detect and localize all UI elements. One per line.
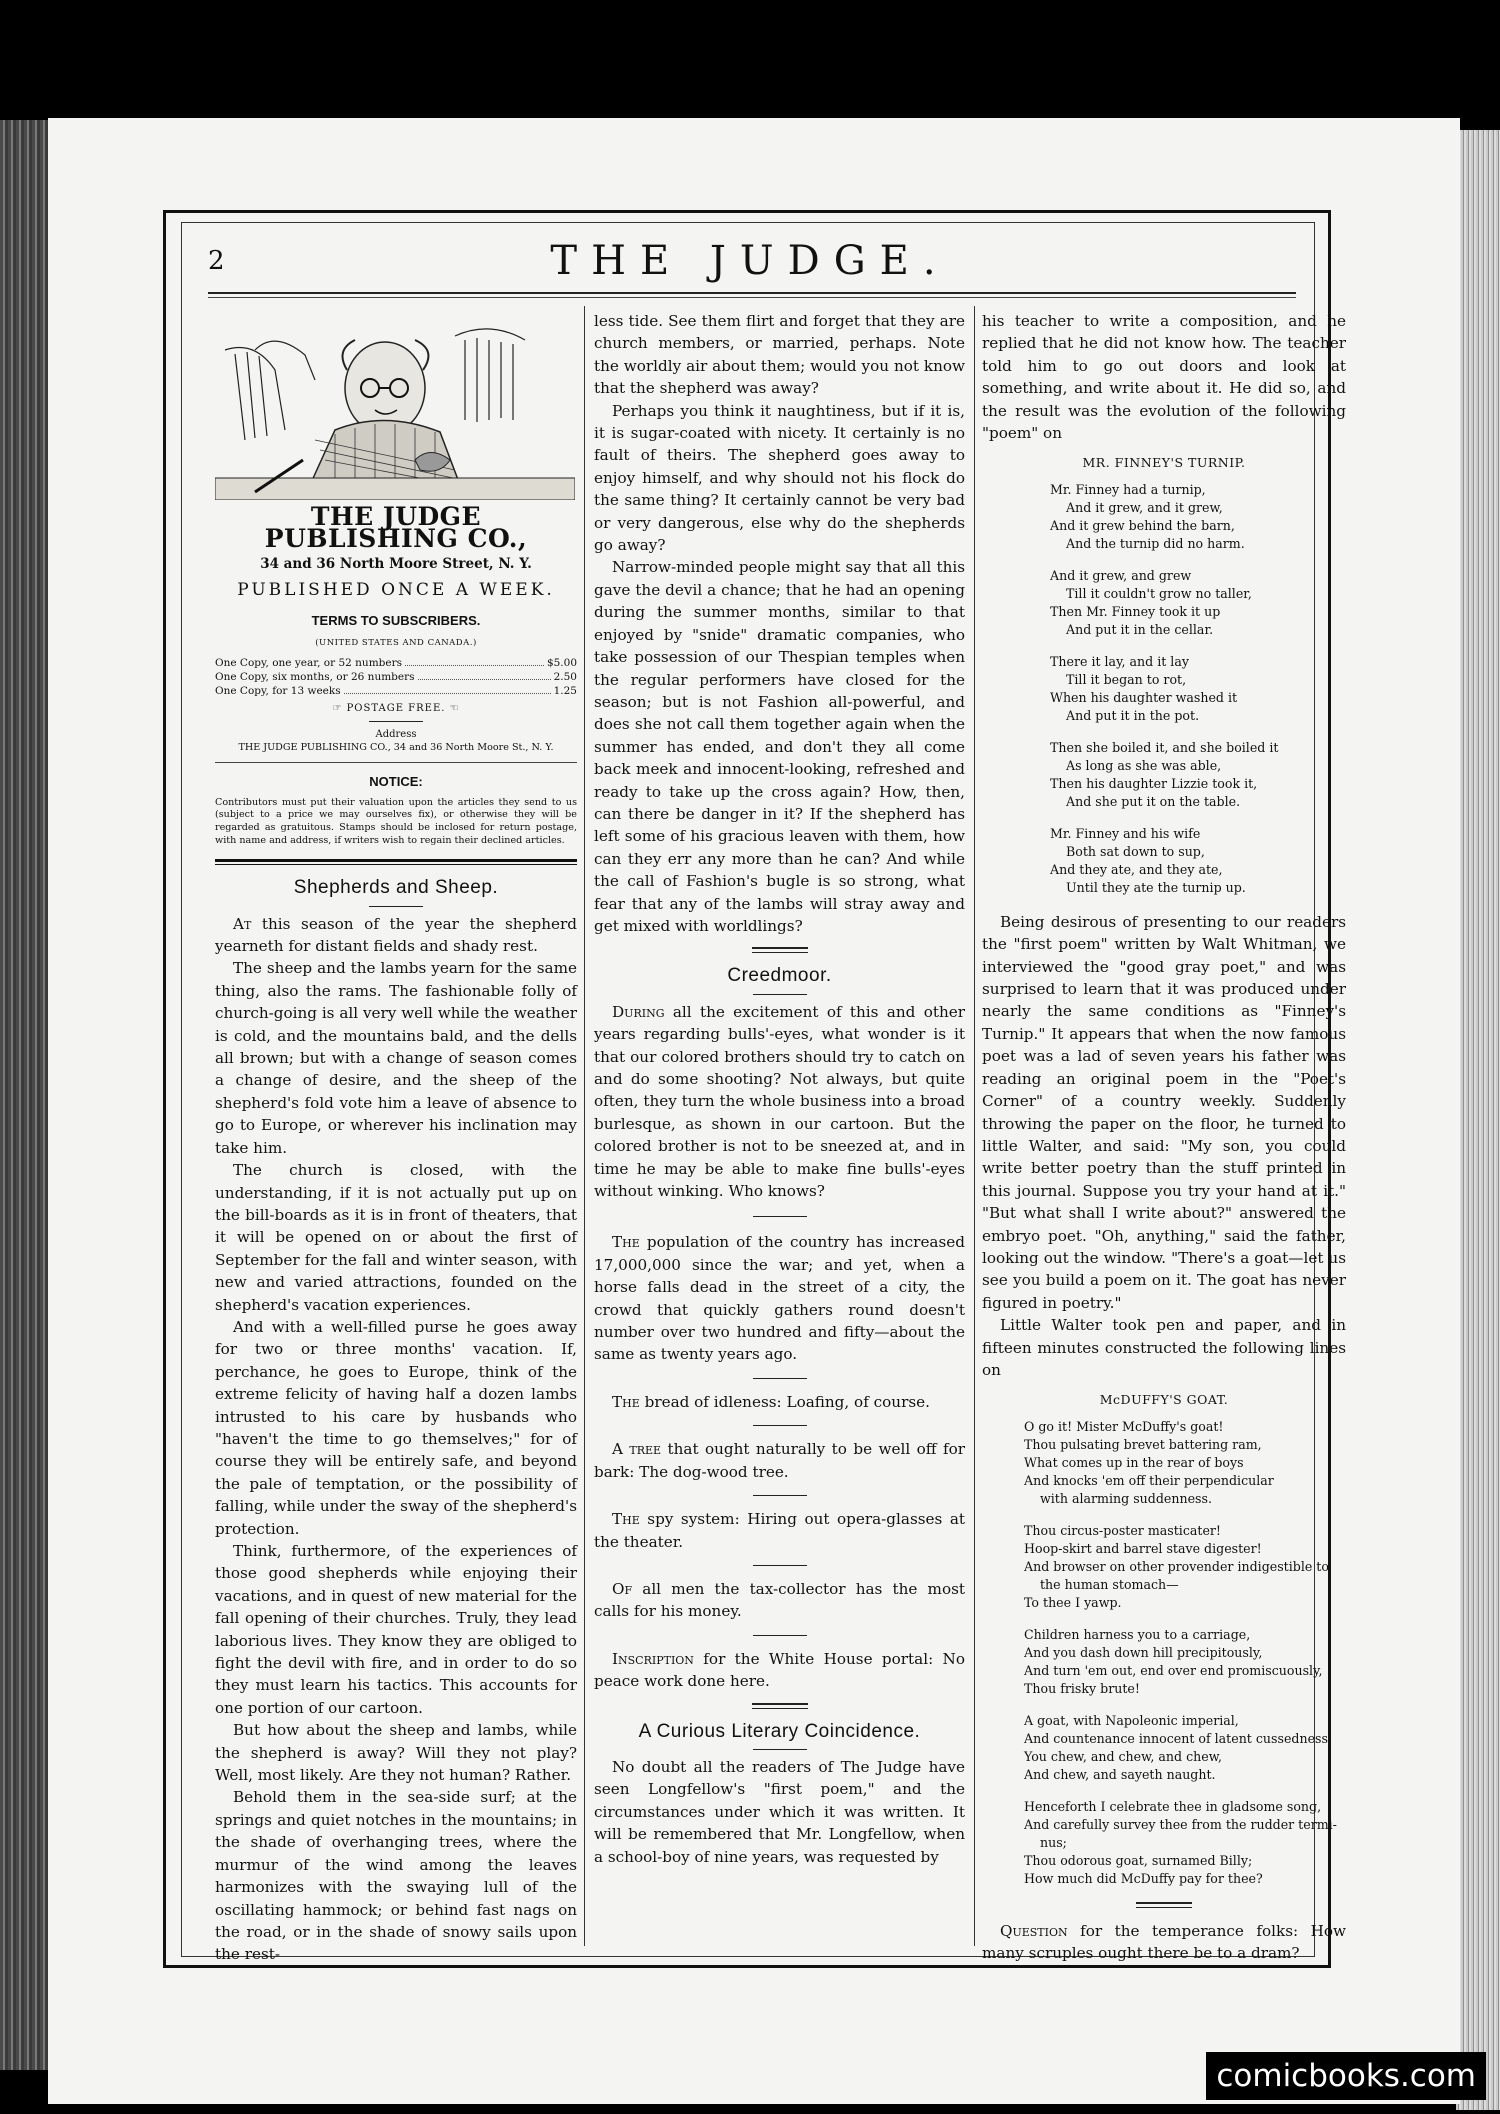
article-paragraph: Little Walter took pen and paper, and in fifteen minutes constructed the following lines on xyxy=(982,1316,1346,1379)
poem-title: MR. FINNEY'S TURNIP. xyxy=(1082,455,1246,471)
poem-line: You chew, and chew, and chew, xyxy=(1024,1748,1223,1764)
poem-line: Thou pulsating brevet battering ram, xyxy=(1024,1436,1262,1452)
column-1 xyxy=(215,310,577,1966)
poem-line: And turn 'em out, end over end promiscuously, xyxy=(1024,1662,1323,1678)
article-paragraph: At this season of the year the shepherd yearneth for distant fields and shady rest. xyxy=(215,914,577,956)
poem-line: nus; xyxy=(1040,1834,1067,1850)
terms-label: One Copy, six months, or 26 numbers xyxy=(215,671,415,684)
poem-stanza xyxy=(1024,1712,1346,1784)
poem-line: And the turnip did no harm. xyxy=(1066,535,1245,551)
masthead-rule xyxy=(208,292,1296,294)
article-paragraph: Of all men the tax-collector has the most calls for his money. xyxy=(594,1579,965,1621)
poem-stanza xyxy=(1024,1798,1346,1888)
poem-line: Both sat down to sup, xyxy=(1066,843,1205,859)
publication-frequency: PUBLISHED ONCE A WEEK. xyxy=(237,580,555,601)
article-heading: Shepherds and Sheep. xyxy=(293,877,499,899)
poem-line: And carefully survey thee from the rudder termi- xyxy=(1024,1816,1337,1832)
poem-line: A goat, with Napoleonic imperial, xyxy=(1024,1712,1239,1728)
publisher-address: 34 and 36 North Moore Street, N. Y. xyxy=(260,555,532,572)
terms-label: One Copy, one year, or 52 numbers xyxy=(215,657,402,670)
poem-line: And it grew, and it grew, xyxy=(1066,499,1223,515)
section-rule xyxy=(752,1703,808,1709)
terms-price: 2.50 xyxy=(553,671,577,684)
poem-title: McDUFFY'S GOAT. xyxy=(1099,1392,1229,1408)
poem-line: And it grew, and grew xyxy=(1050,567,1192,583)
poem-line: And they ate, and they ate, xyxy=(1050,861,1223,877)
poem-line: And countenance innocent of latent cussedness, xyxy=(1024,1730,1332,1746)
poem-mcduffys-goat xyxy=(982,1418,1346,1888)
divider xyxy=(753,1378,807,1379)
notice-heading: NOTICE: xyxy=(369,774,423,790)
watermark: comicbooks.com xyxy=(1206,2052,1486,2100)
poem-line: with alarming suddenness. xyxy=(1040,1490,1212,1506)
poem-line: Hoop-skirt and barrel stave digester! xyxy=(1024,1540,1262,1556)
poem-line: the human stomach— xyxy=(1040,1576,1179,1592)
poem-line: And chew, and sayeth naught. xyxy=(1024,1766,1216,1782)
poem-line: Children harness you to a carriage, xyxy=(1024,1626,1251,1642)
poem-line: Then his daughter Lizzie took it, xyxy=(1050,775,1258,791)
article-paragraph: And with a well-filled purse he goes away for two or three months' vacation. If, perchance, he goes to Europe, think of the extreme felicity of having half a dozen lambs intrusted to his care by husbands who "haven't the time to go themselves;" for of course they will be entirely safe, and beyond the pale of temptation, or the possibility of falling, while under the sway of the shepherd's protection. xyxy=(215,1317,577,1538)
article-paragraph: The spy system: Hiring out opera-glasses at the theater. xyxy=(594,1510,965,1551)
article-paragraph: No doubt all the readers of The Judge have seen Longfellow's "first poem," and the circumstances under which it was written. It will be remembered that Mr. Longfellow, when a school-boy of nine years, was requested by xyxy=(594,1757,965,1866)
poem-line: How much did McDuffy pay for thee? xyxy=(1024,1870,1263,1886)
divider xyxy=(753,1425,807,1426)
address-full: THE JUDGE PUBLISHING CO., 34 and 36 North Moore St., N. Y. xyxy=(238,742,554,754)
poem-line: Till it couldn't grow no taller, xyxy=(1066,585,1252,601)
article-paragraph: But how about the sheep and lambs, while the shepherd is away? Will they not play? Well, most likely. Are they not human? Rather. xyxy=(215,1721,577,1785)
terms-price: $5.00 xyxy=(546,657,577,670)
editor-illustration xyxy=(215,310,575,500)
divider xyxy=(753,1216,807,1217)
article-paragraph: Being desirous of presenting to our readers the "first poem" written by Walt Whitman, we interviewed the "good gray poet," and was surprised to learn that it was produced under nearly the same conditions as "Finney's Turnip." It appears that when the now famous poet was a lad of seven years his father was reading an original poem in the "Poet's Corner" of a country weekly. Suddenly throwing the paper on the floor, he turned to little Walter, and said: "My son, you could write better poetry than the stuff printed in this journal. Suppose you try your hand at it." "But what shall I write about?" answered the embryo poet. "Oh, anything," said the father, looking out the window. "There's a goat—let us see you build a poem on it. The goat has never figured in poetry." xyxy=(982,912,1346,1312)
poem-line: And knocks 'em off their perpendicular xyxy=(1024,1472,1274,1488)
poem-line: And it grew behind the barn, xyxy=(1050,517,1235,533)
article-paragraph: Behold them in the sea-side surf; at the springs and quiet notches in the mountains; in the shade of overhanging trees, where the murmur of the wind among the leaves harmonizes with the swaying lull of the oscillating hammock; or behind fast nags on the road, or in the shade of snowy sails upon the rest- xyxy=(215,1788,577,1964)
article-paragraph: less tide. See them flirt and forget that they are church members, or married, perhaps. Note the worldly air about them; would you not know that the shepherd was away? xyxy=(594,312,965,398)
poem-line: Thou frisky brute! xyxy=(1024,1680,1140,1696)
page-number: 2 xyxy=(208,246,225,276)
poem-line: Until they ate the turnip up. xyxy=(1066,879,1246,895)
poem-line: Then Mr. Finney took it up xyxy=(1050,603,1221,619)
book-binding xyxy=(0,120,48,2070)
page-edges xyxy=(1456,130,1500,2110)
divider xyxy=(753,1635,807,1636)
terms-heading: TERMS TO SUBSCRIBERS. xyxy=(311,612,481,628)
poem-stanza xyxy=(1024,1418,1346,1508)
divider xyxy=(753,994,807,995)
poem-line: What comes up in the rear of boys xyxy=(1024,1454,1244,1470)
article-paragraph: Question for the temperance folks: How many scruples ought there be to a dram? xyxy=(982,1921,1346,1963)
terms-row xyxy=(215,670,577,684)
poem-line: Thou circus-poster masticater! xyxy=(1024,1522,1221,1538)
poem-line: And browser on other provender indigestible to xyxy=(1024,1558,1329,1574)
poem-line: To thee I yawp. xyxy=(1024,1594,1122,1610)
column-separator xyxy=(974,306,975,1946)
article-paragraph: his teacher to write a composition, and he replied that he did not know how. The teacher told him to go out doors and look at something, and write about it. He did so, and the result was the evolution of the following "poem" on xyxy=(982,312,1346,443)
postage-note: ☞ POSTAGE FREE. ☜ xyxy=(332,703,460,715)
poem-line: Then she boiled it, and she boiled it xyxy=(1050,739,1279,755)
section-rule xyxy=(1136,1902,1192,1908)
article-heading: Creedmoor. xyxy=(727,965,832,987)
article-paragraph: Perhaps you think it naughtiness, but if it is, it is sugar-coated with nicety. It certainly is no fault of theirs. The shepherd goes away to enjoy himself, and why should not his flock do the same thing? It certainly cannot be very bad or very dangerous, else why do the shepherds go away? xyxy=(594,401,965,555)
terms-price: 1.25 xyxy=(553,685,577,698)
divider xyxy=(215,762,577,763)
masthead-rule-thin xyxy=(208,297,1296,298)
article-paragraph: A tree that ought naturally to be well off for bark: The dog-wood tree. xyxy=(594,1440,965,1481)
notice-text: Contributors must put their valuation upon the articles they send to us (subject to a price we may ourselves fix), or otherwise they will be regarded as gratuitous. Stamps should be inclosed for return postage, with name and address, if writers wish to regain their declined articles. xyxy=(215,796,577,846)
poem-line: Till it began to rot, xyxy=(1066,671,1187,687)
poem-stanza xyxy=(1050,653,1346,725)
divider xyxy=(369,906,423,907)
divider xyxy=(753,1749,807,1750)
article-paragraph: During all the excitement of this and other years regarding bulls'-eyes, what wonder is it that our colored brothers should try to catch on and do some shooting? Not always, but quite often, they turn the whole business into a broad burlesque, as shown in our cartoon. But the colored brother is not to be sneezed at, and in time he may be able to make fine bulls'-eyes without winking. Who knows? xyxy=(594,1002,965,1201)
poem-line: And put it in the pot. xyxy=(1066,707,1200,723)
terms-label: One Copy, for 13 weeks xyxy=(215,685,341,698)
poem-line: O go it! Mister McDuffy's goat! xyxy=(1024,1418,1224,1434)
article-paragraph: Narrow-minded people might say that all this gave the devil a chance; that he had an opening during the summer months, similar to that enjoyed by "snide" dramatic companies, who take possession of our Thespian temples when the regular performers have closed for the season; but is not Fashion all-powerful, and does she not call them together again when the summer has ended, and don't they all come back meek and innocent-looking, refreshed and ready to take up the cross again? How, then, can there be danger in it? If the shepherd has left some of his gracious leaven with them, how can they err any more than he can? And while the call of Fashion's bugle is so strong, what fear that any of the lambs will stray away and get mixed with worldlings? xyxy=(594,558,965,935)
divider xyxy=(753,1565,807,1566)
divider xyxy=(753,1495,807,1496)
poem-line: And put it in the cellar. xyxy=(1066,621,1214,637)
column-2 xyxy=(594,310,965,1868)
poem-line: As long as she was able, xyxy=(1066,757,1222,773)
editor-engraving-icon xyxy=(215,310,575,500)
poem-line: And you dash down hill precipitously, xyxy=(1024,1644,1263,1660)
article-paragraph: The sheep and the lambs yearn for the same thing, also the rams. The fashionable folly of church-going is all very well while the weather is cold, and the mountains bald, and the dells all brown; but with a change of season comes a change of desire, and the sheep of the shepherd's fold vote him a leave of absence to go to Europe, or wherever his inclination may take him. xyxy=(215,959,577,1157)
article-heading: A Curious Literary Coincidence. xyxy=(638,1720,921,1742)
terms-row xyxy=(215,684,577,698)
column-separator xyxy=(584,306,585,1946)
poem-stanza xyxy=(1050,825,1346,897)
poem-line: Mr. Finney and his wife xyxy=(1050,825,1201,841)
terms-subheading: (UNITED STATES AND CANADA.) xyxy=(315,638,477,649)
section-rule xyxy=(215,859,577,865)
article-paragraph: The population of the country has increased 17,000,000 since the war; and yet, when a horse falls dead in the street of a city, the crowd that quickly gathers round doesn't number over two hundred and fifty—about the same as twenty years ago. xyxy=(594,1233,965,1364)
poem-line: Thou odorous goat, surnamed Billy; xyxy=(1024,1852,1253,1868)
article-paragraph: The bread of idleness: Loafing, of course. xyxy=(612,1392,930,1411)
address-label: Address xyxy=(375,729,417,741)
poem-line: And she put it on the table. xyxy=(1066,793,1241,809)
terms-row xyxy=(215,656,577,670)
divider xyxy=(369,721,423,722)
poem-stanza xyxy=(1024,1522,1346,1612)
publisher-name: THE JUDGE PUBLISHING CO., xyxy=(264,502,528,554)
poem-line: Mr. Finney had a turnip, xyxy=(1050,481,1206,497)
section-rule xyxy=(752,947,808,953)
column-3 xyxy=(982,310,1346,1965)
article-paragraph: The church is closed, with the understanding, if it is not actually put up on the bill-boards as it is in front of theaters, that it will be opened on or about the first of September for the fall and winter season, with new and varied attractions, founded on the shepherd's vacation experiences. xyxy=(215,1161,577,1314)
poem-line: When his daughter washed it xyxy=(1050,689,1238,705)
poem-line: Henceforth I celebrate thee in gladsome song, xyxy=(1024,1798,1322,1814)
masthead-title: THE JUDGE. xyxy=(550,238,950,284)
poem-stanza xyxy=(1050,567,1346,639)
article-paragraph: Inscription for the White House portal: No peace work done here. xyxy=(594,1649,965,1691)
poem-stanza xyxy=(1050,481,1346,553)
poem-finneys-turnip xyxy=(982,481,1346,897)
poem-line: There it lay, and it lay xyxy=(1050,653,1189,669)
article-paragraph: Think, furthermore, of the experiences of those good shepherds while enjoying their vacations, and in quest of new material for the fall opening of their churches. Truly, they lead laborious lives. They know they are obliged to fight the devil with fire, and in order to do so they must learn his tactics. This accounts for one portion of our cartoon. xyxy=(215,1542,577,1717)
poem-stanza xyxy=(1050,739,1346,811)
poem-stanza xyxy=(1024,1626,1346,1698)
